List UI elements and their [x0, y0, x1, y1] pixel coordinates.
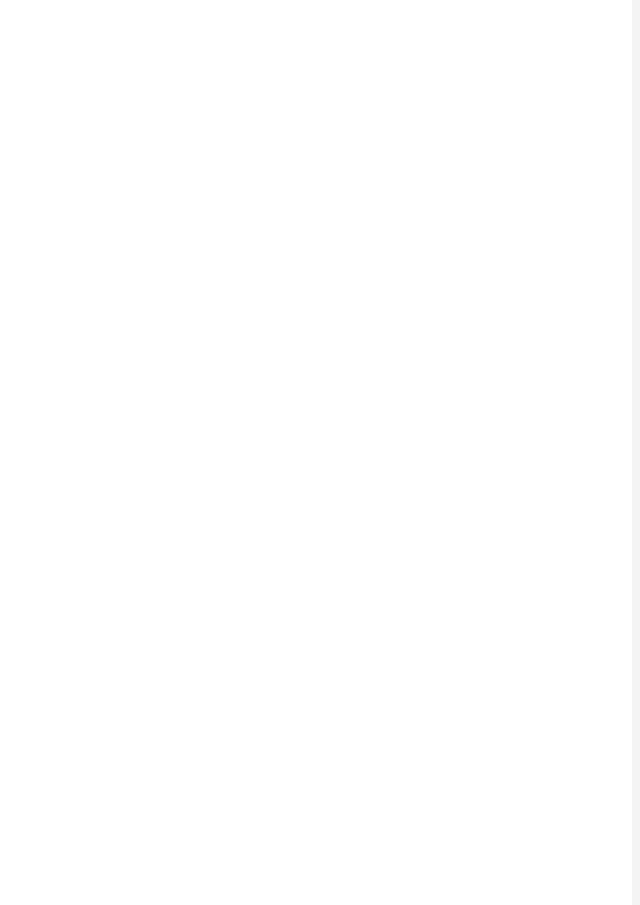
page-edge	[632, 0, 640, 905]
